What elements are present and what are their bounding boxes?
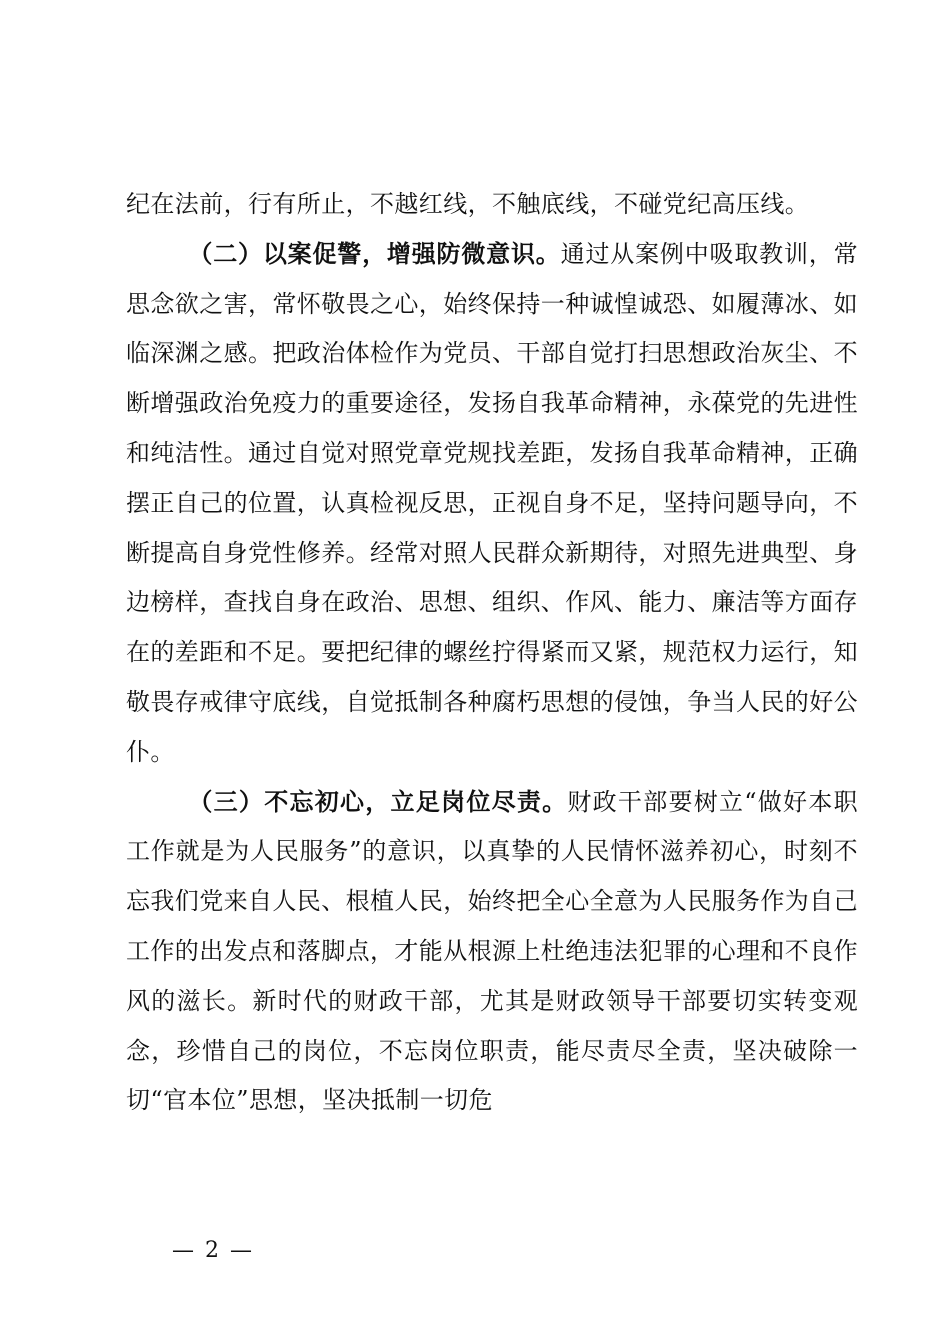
page-number: — 2 — [172,1238,254,1263]
paragraph-section-3 [126,778,858,1127]
paragraph-text: 通过从案例中吸取教训，常思念欲之害，常怀敬畏之心，始终保持一种诚惶诚恐、如履薄冰、如临深渊之感。把政治体检作为党员、干部自觉打扫思想政治灰尘、不断增强政治免疫力的重要途径，发扬自我革命精神，永葆党的先进性和纯洁性。通过自觉对照党章党规找差距，发扬自我革命精神，正确摆正自己的位置，认真检视反思，正视自身不足，坚持问题导向，不断提高自身党性修养。经常对照人民群众新期待，对照先进典型、身边榜样，查找自身在政治、思想、组织、作风、能力、廉洁等方面存在的差距和不足。要把纪律的螺丝拧得紧而又紧，规范权力运行，知敬畏存戒律守底线，自觉抵制各种腐朽思想的侵蚀，争当人民的好公仆。 [126,239,858,766]
paragraph-section-2 [126,230,858,778]
paragraph-text: 财政干部要树立“做好本职工作就是为人民服务”的意识，以真挚的人民情怀滋养初心，时刻不忘我们党来自人民、根植人民，始终把全心全意为人民服务作为自己工作的出发点和落脚点，才能从根源上杜绝违法犯罪的心理和不良作风的滋长。新时代的财政干部，尤其是财政领导干部要切实转变观念，珍惜自己的岗位，不忘岗位职责，能尽责尽全责，坚决破除一切“官本位”思想，坚决抵制一切危 [126,787,858,1115]
document-body [126,180,858,1126]
paragraph-text: 纪在法前，行有所止，不越红线，不触底线，不碰党纪高压线。 [126,190,810,218]
paragraph-continuation [126,180,858,230]
section-heading: （二）以案促警，增强防微意识。 [188,239,561,268]
section-heading: （三）不忘初心，立足岗位尽责。 [188,787,568,816]
